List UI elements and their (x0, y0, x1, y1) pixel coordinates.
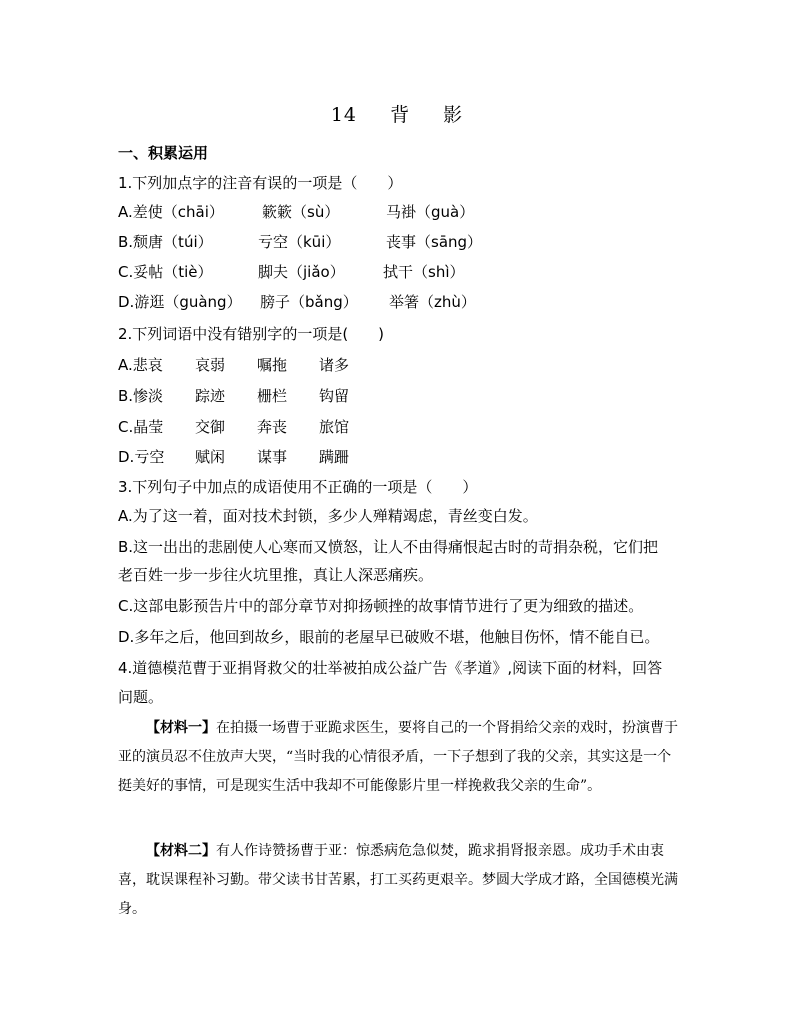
q1-option-c-1: C.妥帖（tiè） (118, 263, 213, 281)
q3-option-c: C.这部电影预告片中的部分章节对抑扬顿挫的故事情节进行了更为细致的描述。 (118, 597, 644, 615)
material-2-text: 有人作诗赞扬曹于亚：惊悉病危急似焚，跪求捐肾报亲恩。成功手术由衷喜，耽误课程补习勤。带父读书甘苦累，打工买药更艰辛。梦圆大学成才路，全国德模光满身。 (118, 843, 678, 917)
q2-option-b-2: 踪迹 (195, 387, 226, 405)
q3-option-b-line2: 老百姓一步一步往火坑里推，真让人深恶痛疾。 (118, 566, 434, 584)
q2-option-c-2: 交御 (195, 418, 226, 436)
question-2-stem: 2.下列词语中没有错别字的一项是( ) (118, 325, 385, 343)
q1-option-a-1: A.差使（chāi） (118, 203, 224, 221)
material-1-text: 在拍摄一场曹于亚跪求医生，要将自己的一个肾捐给父亲的戏时，扮演曹于亚的演员忍不住放声大哭，“当时我的心情很矛盾，一下子想到了我的父亲，其实这是一个挺美好的事情，可是现实生活中我却不可能像影片里一样挽救我父亲的生命”。 (118, 720, 678, 794)
q1-option-d-3: 举箸（zhù） (389, 293, 476, 311)
q2-option-a-1: A.悲哀 (118, 356, 163, 374)
q3-option-b-line1: B.这一出出的悲剧使人心寒而又愤怒，让人不由得痛恨起古时的苛捐杂税，它们把 (118, 538, 659, 556)
question-4-stem-line1: 4.道德模范曹于亚捐肾救父的壮举被拍成公益广告《孝道》,阅读下面的材料，回答 (118, 659, 663, 677)
q2-option-a-3: 嘱拖 (257, 356, 288, 374)
page-title (0, 100, 794, 127)
q2-option-d-2: 赋闲 (195, 448, 226, 466)
q3-option-d: D.多年之后，他回到故乡，眼前的老屋早已破败不堪，他触目伤怀，情不能自已。 (118, 628, 660, 646)
section-heading: 一、积累运用 (118, 144, 209, 162)
q2-option-c-1: C.晶莹 (118, 418, 164, 436)
title-char-2: 影 (443, 104, 464, 126)
q2-option-b-3: 栅栏 (257, 387, 288, 405)
q2-option-d-3: 谋事 (257, 448, 288, 466)
q2-option-c-3: 奔丧 (257, 418, 288, 436)
title-char-1: 背 (390, 104, 411, 126)
q1-option-a-3: 马褂（guà） (386, 203, 475, 221)
lesson-number: 14 (330, 104, 358, 126)
q1-option-b-3: 丧事（sāng） (386, 233, 483, 251)
material-2-label: 【材料二】 (146, 843, 216, 859)
q2-option-a-4: 诸多 (319, 356, 350, 374)
q3-option-a: A.为了这一着，面对技术封锁，多少人殚精竭虑，青丝变白发。 (118, 507, 538, 525)
material-1-label: 【材料一】 (146, 720, 216, 736)
q1-option-d-2: 膀子（bǎng） (260, 293, 358, 311)
q2-option-b-1: B.惨淡 (118, 387, 164, 405)
q1-option-b-1: B.颓唐（túi） (118, 233, 213, 251)
q1-option-a-2: 簌簌（sù） (262, 203, 340, 221)
question-4-stem-line2: 问题。 (118, 688, 164, 706)
q2-option-d-1: D.亏空 (118, 448, 165, 466)
material-1 (118, 714, 678, 801)
q1-option-c-3: 拭干（shì） (383, 263, 465, 281)
question-3-stem: 3.下列句子中加点的成语使用不正确的一项是（ ） (118, 478, 478, 496)
q2-option-c-4: 旅馆 (319, 418, 350, 436)
question-1-stem: 1.下列加点字的注音有误的一项是（ ） (118, 174, 403, 192)
q1-option-c-2: 脚夫（jiǎo） (258, 263, 345, 281)
q2-option-a-2: 哀弱 (195, 356, 226, 374)
q2-option-b-4: 钩留 (319, 387, 350, 405)
q1-option-b-2: 亏空（kūi） (258, 233, 341, 251)
q2-option-d-4: 蹒跚 (319, 448, 350, 466)
q1-option-d-1: D.游逛（guàng） (118, 293, 242, 311)
material-2 (118, 837, 678, 924)
